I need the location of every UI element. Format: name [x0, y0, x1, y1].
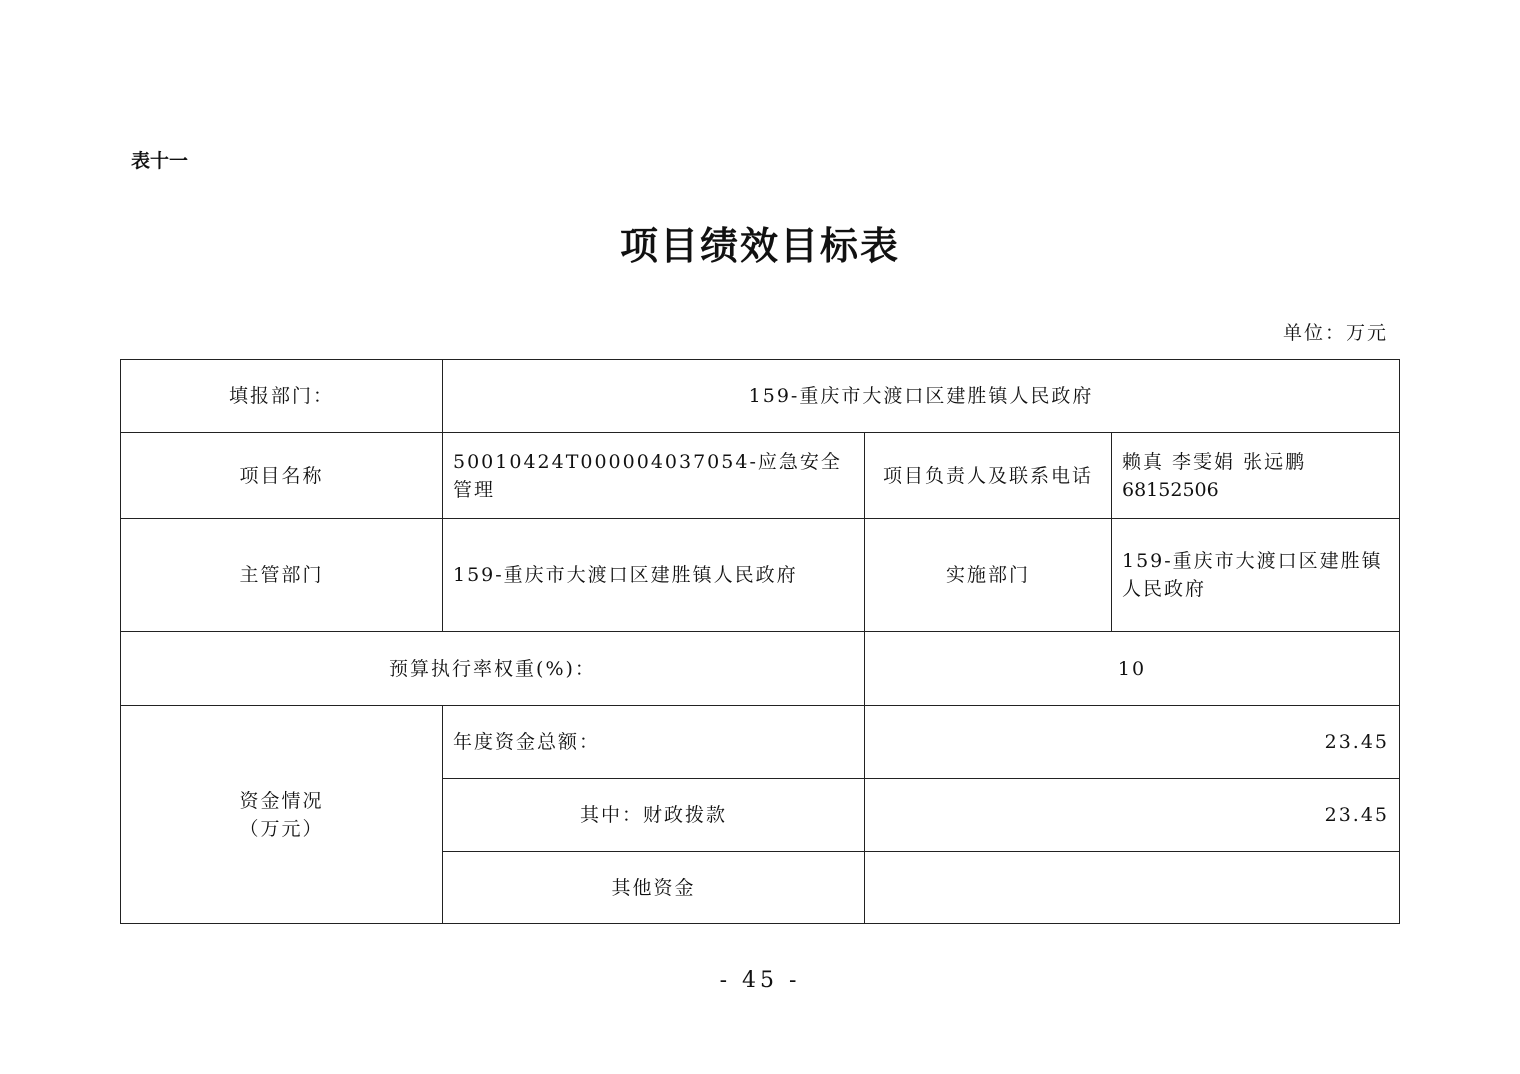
row-budget-rate	[121, 632, 1400, 706]
impl-value-line1: 159-重庆市大渡口区建胜镇	[1122, 550, 1383, 572]
performance-target-table	[120, 359, 1400, 924]
annual-total-label: 年度资金总额：	[443, 706, 865, 779]
unit-label: 单位：万元	[1282, 322, 1388, 344]
impl-value-line2: 人民政府	[1122, 578, 1207, 600]
fill-dept-label: 填报部门：	[121, 360, 443, 433]
impl-value	[1112, 519, 1400, 632]
budget-rate-label: 预算执行率权重(%)：	[121, 632, 865, 706]
table-label: 表十一	[131, 150, 189, 172]
owner-phone: 68152506	[1122, 478, 1219, 501]
project-name-value: 50010424T000004037054-应急安全管理	[443, 433, 865, 519]
fund-label-line1: 资金情况	[239, 789, 324, 812]
fill-dept-value: 159-重庆市大渡口区建胜镇人民政府	[443, 360, 1400, 433]
row-project-name	[121, 433, 1400, 519]
other-value	[865, 852, 1400, 924]
other-label: 其他资金	[443, 852, 865, 924]
supervisor-label: 主管部门	[121, 519, 443, 632]
row-supervisor	[121, 519, 1400, 632]
owner-value	[1112, 433, 1400, 519]
supervisor-value: 159-重庆市大渡口区建胜镇人民政府	[443, 519, 865, 632]
fund-label-line2: （万元）	[239, 817, 324, 840]
budget-rate-value: 10	[865, 632, 1400, 706]
row-fill-dept	[121, 360, 1400, 433]
page-number: - 45 -	[719, 968, 801, 993]
fiscal-label: 其中：财政拨款	[443, 779, 865, 852]
project-name-label: 项目名称	[121, 433, 443, 519]
annual-total-value: 23.45	[865, 706, 1400, 779]
page-title: 项目绩效目标表	[619, 223, 900, 268]
impl-label: 实施部门	[865, 519, 1112, 632]
row-annual-total	[121, 706, 1400, 779]
fund-label	[121, 706, 443, 924]
owner-names: 赖真 李雯娟 张远鹏	[1122, 450, 1307, 473]
owner-label: 项目负责人及联系电话	[865, 433, 1112, 519]
fiscal-value: 23.45	[865, 779, 1400, 852]
